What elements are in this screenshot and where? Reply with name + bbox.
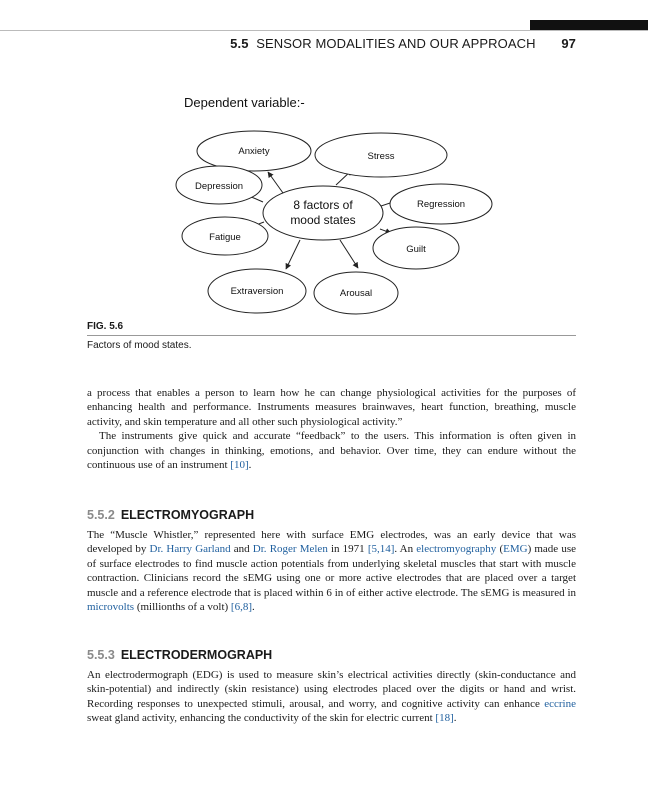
paragraph-2-end: . xyxy=(248,459,252,472)
section-5-5-2-number: 5.5.2 xyxy=(87,508,115,522)
edg-text-3: . xyxy=(453,712,457,725)
mood-factors-diagram xyxy=(0,0,648,340)
edg-text-2: sweat gland activity, enhancing the conductivity of the skin for electric current xyxy=(87,712,436,725)
emg-text-1: The “Muscle Whistler,” represented here with surface EMG electrodes, was an early device that was developed by xyxy=(87,529,576,556)
extraversion-label: Extraversion xyxy=(230,286,284,297)
center-label-line1: 8 factors of xyxy=(293,198,353,212)
intro-paragraphs xyxy=(87,386,576,472)
page-number: 97 xyxy=(561,36,576,51)
reference-18[interactable]: [18] xyxy=(435,712,454,725)
emg-text-6: ) made use of surface electrodes to find muscle action potentials from underlying skeletal muscles that start with muscle contraction. Clinicians record the sEMG using one or more active electrodes that are placed over a target muscle and a reference electrode that is placed within 6 in of either active electrode. The sEMG is measured in xyxy=(87,543,576,599)
arrow-to-extraversion xyxy=(286,240,300,269)
center-label-line2: mood states xyxy=(290,213,356,227)
emg-text-4: . An xyxy=(394,543,417,556)
diagram-title: Dependent variable:- xyxy=(184,95,305,110)
emg-text-7: (millionths of a volt) xyxy=(134,601,231,614)
anxiety-label: Anxiety xyxy=(238,146,270,157)
reference-6-8[interactable]: [6,8] xyxy=(230,601,252,614)
section-5-5-3-number: 5.5.3 xyxy=(87,648,115,662)
section-5-5-2-body xyxy=(87,528,576,614)
paragraph-2-text: The instruments give quick and accurate “feedback” to the users. This information is often given in conjunction with changes in thinking, emotions, and behavior. Over time, they can endure without the continuous use of an instrument xyxy=(87,430,576,472)
section-5-5-3-body xyxy=(87,668,576,726)
reference-5-14[interactable]: [5,14] xyxy=(367,543,395,556)
emg-text-3: in 1971 xyxy=(327,543,368,556)
paragraph-2 xyxy=(87,429,576,472)
section-5-5-3-heading xyxy=(87,648,272,662)
regression-label: Regression xyxy=(416,199,466,210)
emg-text-2: and xyxy=(230,543,253,556)
edg-paragraph xyxy=(87,668,576,726)
figure-rule xyxy=(87,335,576,336)
emg-paragraph xyxy=(87,528,576,614)
paragraph-1: a process that enables a person to learn how he can change physiological activities for the purposes of enhancing health and performance. Instruments measures brainwaves, heart function, breathing, muscle activity, and skin temperature and all other such physiological activity.” xyxy=(87,387,576,428)
section-5-5-2-title: ELECTROMYOGRAPH xyxy=(120,508,255,522)
figure-caption: Factors of mood states. xyxy=(87,340,192,351)
emg-text-8: . xyxy=(252,601,255,614)
link-electromyography[interactable]: electromyography xyxy=(416,543,497,556)
stress-label: Stress xyxy=(367,151,395,162)
link-microvolts[interactable]: microvolts xyxy=(87,601,135,614)
header-section-title: SENSOR MODALITIES AND OUR APPROACH xyxy=(256,36,536,51)
link-roger-melen[interactable]: Dr. Roger Melen xyxy=(252,543,328,556)
section-5-5-2-heading xyxy=(87,508,254,522)
header-section-number: 5.5 xyxy=(230,36,249,51)
link-eccrine[interactable]: eccrine xyxy=(544,697,576,710)
arrow-to-arousal xyxy=(340,240,358,268)
emg-text-5: ( xyxy=(496,543,504,556)
edg-text-1: An electrodermograph (EDG) is used to measure skin’s electrical activities directly (skin-conductance and skin-potential) and indirectly (skin resistance) using electrodes placed over the digits or hand and wrist. Recording responses to unexpected stimuli, arousal, and worry, and cognitive activity can enhance xyxy=(87,669,576,710)
arousal-label: Arousal xyxy=(339,288,373,299)
section-5-5-3-title: ELECTRODERMOGRAPH xyxy=(120,648,273,662)
fatigue-label: Fatigue xyxy=(209,232,241,243)
figure-label: FIG. 5.6 xyxy=(87,321,124,332)
link-harry-garland[interactable]: Dr. Harry Garland xyxy=(149,543,231,556)
link-emg[interactable]: EMG xyxy=(503,543,528,556)
reference-10[interactable]: [10] xyxy=(230,459,249,472)
arrow-to-anxiety xyxy=(268,172,283,193)
depression-label: Depression xyxy=(194,181,244,192)
guilt-label: Guilt xyxy=(406,244,426,255)
